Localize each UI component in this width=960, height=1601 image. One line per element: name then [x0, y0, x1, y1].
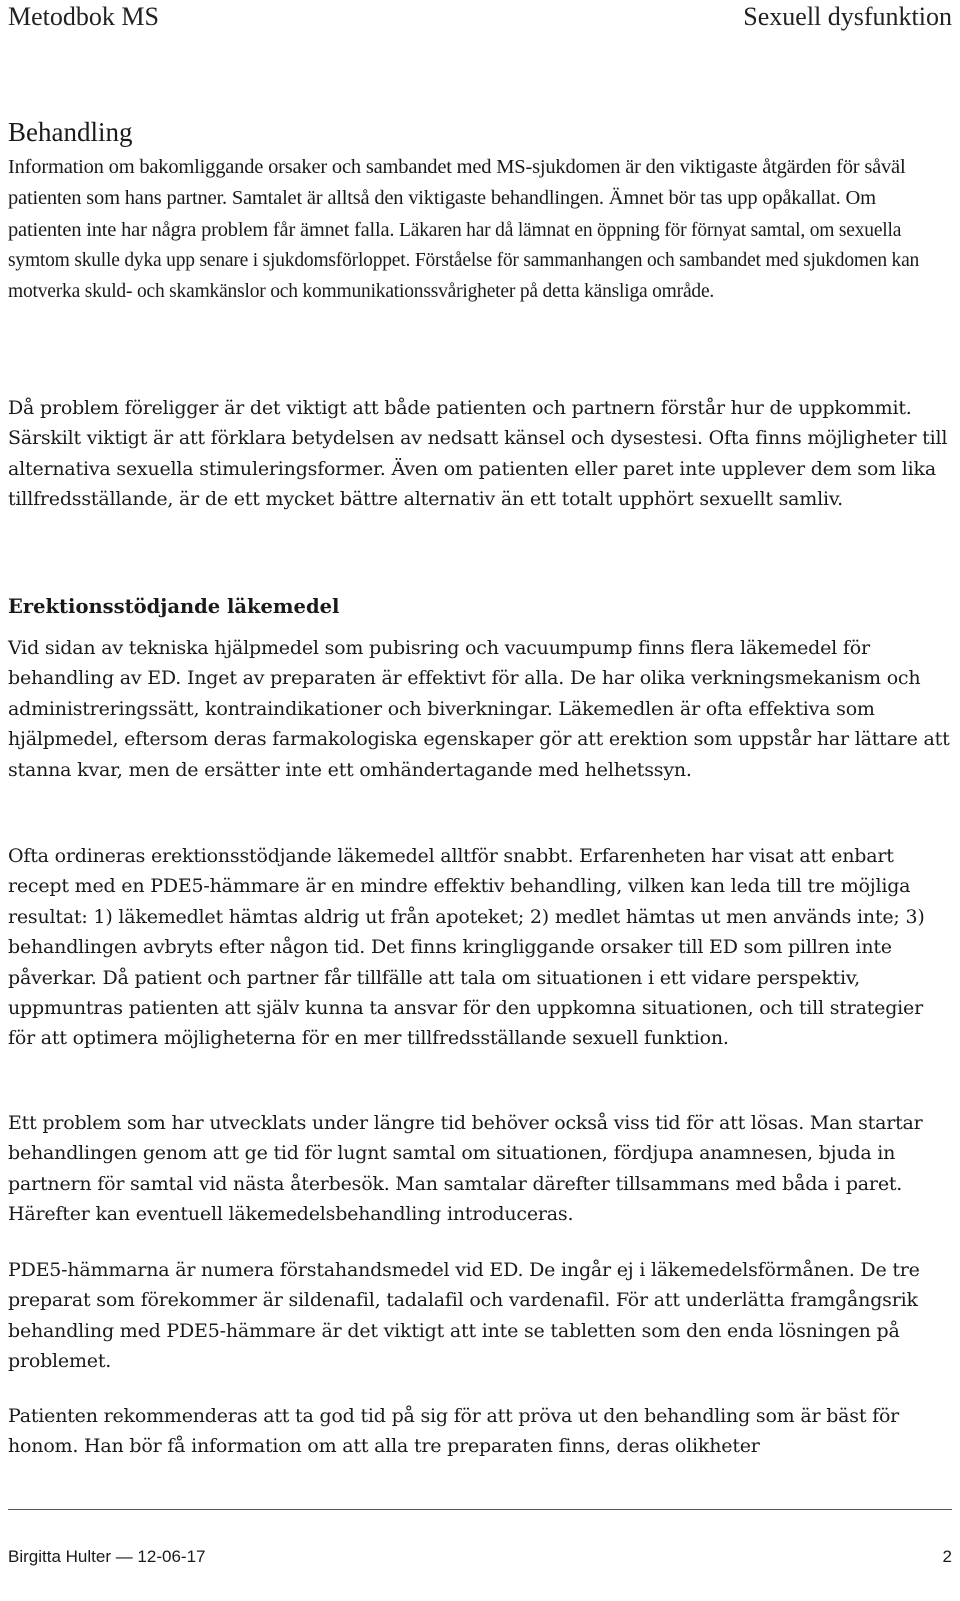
subsection-paragraph-1: Vid sidan av tekniska hjälpmedel som pubisring och vacuumpump finns flera läkemedel för behandling av ED. Inget av preparaten är effektivt för alla. De har olika verkningsmekanism och administreringssätt, kontraindikationer och biverkningar. Läkemedlen är ofta effektiva som hjälpmedel, eftersom deras farmakologiska egenskaper gör att erektion som uppstår har lättare att stanna kvar, men de ersätter inte ett omhändertagande med helhetssyn. [8, 637, 950, 781]
running-header [8, 2, 952, 32]
paragraph-2: Då problem föreligger är det viktigt att både patienten och partnern förstår hur de uppkommit. Särskilt viktigt är att förklara betydelsen av nedsatt känsel och dysestesi. Ofta finns möjligheter till alternativa sexuella stimuleringsformer. Även om patienten eller paret inte upplever dem som lika tillfredsställande, är de ett mycket bättre alternativ än ett totalt upphört sexuellt samliv. [8, 397, 948, 511]
page-footer [8, 1546, 952, 1568]
footer-divider [8, 1509, 952, 1510]
footer-author-date: Birgitta Hulter — 12-06-17 [8, 1547, 206, 1566]
header-book-title: Metodbok MS [8, 2, 159, 31]
subsection-title: Erektionsstödjande läkemedel [8, 595, 340, 618]
section-title: Behandling [8, 117, 133, 147]
subsection-paragraph-3: Ett problem som har utvecklats under längre tid behöver också viss tid för att lösas. Man startar behandlingen genom att ge tid för lugnt samtal om situationen, fördjupa anamnesen, bjuda in partnern för samtal vid nästa återbesök. Man samtalar därefter tillsammans med båda i paret. Härefter kan eventuell läkemedelsbehandling introduceras. [8, 1112, 923, 1226]
paragraph-1-rest: Läkaren har då lämnat en öppning för förnyat samtal, om sexuella symtom skulle dyka upp senare i sjukdomsförloppet. Förståelse för sammanhangen och sambandet med sjukdomen kan motverka skuld- och skamkänslor och kommunikationssvårigheter på detta känsliga område. [8, 219, 920, 302]
paragraph-1-lead: Information om bakomliggande orsaker och sambandet med MS-sjukdomen är den viktigaste åtgärden för såväl patienten som hans partner. Samtalet är alltså den viktigaste behandlingen. Ämnet bör tas upp opåkallat. Om patienten inte har några problem får ämnet falla. [8, 156, 906, 241]
document-page [8, 0, 952, 1601]
paragraph-1 [8, 152, 952, 307]
subsection-paragraph-5: Patienten rekommenderas att ta god tid på sig för att pröva ut den behandling som är bäst för honom. Han bör få information om att alla tre preparaten finns, deras olikheter [8, 1405, 900, 1458]
subsection-paragraph-2: Ofta ordineras erektionsstödjande läkemedel alltför snabbt. Erfarenheten har visat att enbart recept med en PDE5-hämmare är en mindre effektiv behandling, vilken kan leda till tre möjliga resultat: 1) läkemedlet hämtas aldrig ut från apoteket; 2) medlet hämtas ut men används inte; 3) behandlingen avbryts efter någon tid. Det finns kringliggande orsaker till ED som pillren inte påverkar. Då patient och partner får tillfälle att tala om situationen i ett vidare perspektiv, uppmuntras patienten att själv kunna ta ansvar för den uppkomna situationen, och till strategier för att optimera möjligheterna för en mer tillfredsställande sexuell funktion. [8, 845, 925, 1050]
header-chapter-title: Sexuell dysfunktion [743, 2, 952, 31]
subsection-paragraph-4: PDE5-hämmarna är numera förstahandsmedel vid ED. De ingår ej i läkemedelsförmånen. De tre preparat som förekommer är sildenafil, tadalafil och vardenafil. För att underlätta framgångsrik behandling med PDE5-hämmare är det viktigt att inte se tabletten som den enda lösningen på problemet. [8, 1259, 920, 1373]
footer-page-number: 2 [942, 1547, 952, 1566]
